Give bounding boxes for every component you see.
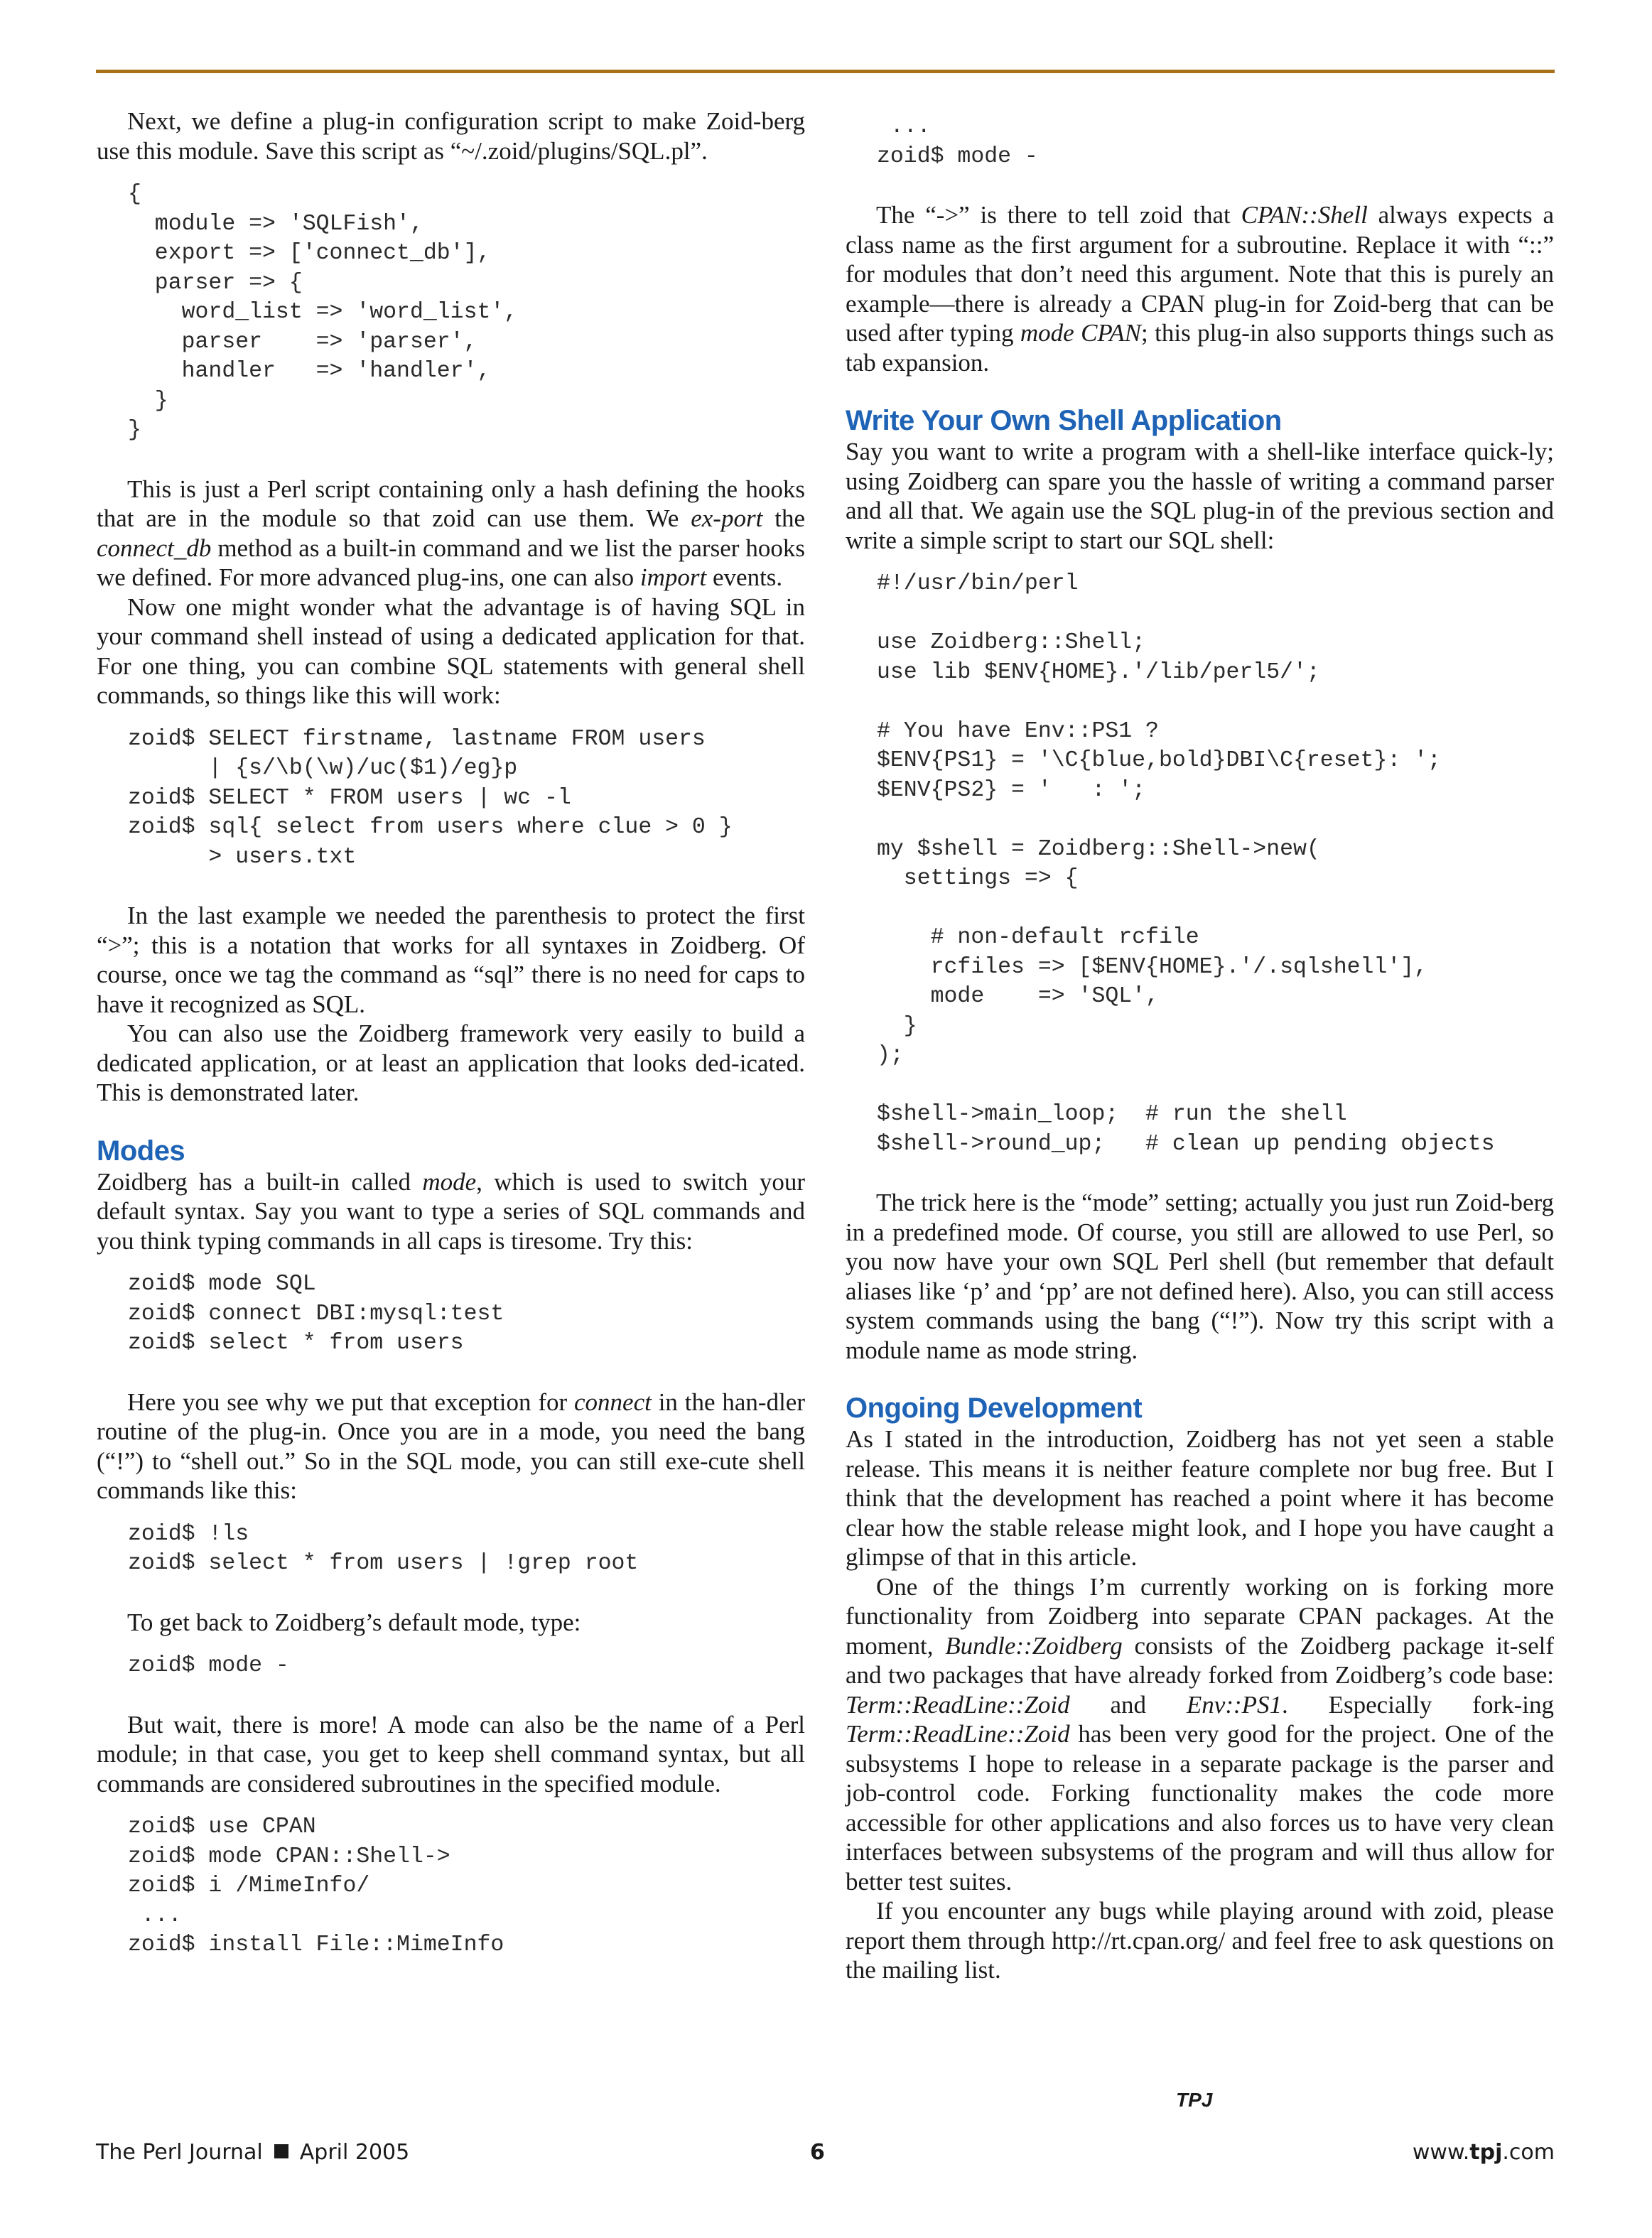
code-block: zoid$ mode SQL zoid$ connect DBI:mysql:test zoid$ select * from users xyxy=(128,1272,504,1356)
section-heading-modes: Modes xyxy=(97,1135,185,1167)
paragraph: In the last example we needed the parenthesis to protect the first “>”; this is a notation that works for all syntaxes in Zoidberg. Of course, once we tag the command as “sql” there is no need for caps to have it recognized as SQL. xyxy=(97,902,805,1018)
paragraph: Say you want to write a program with a shell-like interface quick-ly; using Zoidberg can spare you the hassle of writing a command parser and all that. We again use the SQL plug-in of the previous section and write a simple script to start our SQL shell: xyxy=(846,438,1554,554)
footer-journal xyxy=(96,2140,409,2165)
code-block: zoid$ use CPAN zoid$ mode CPAN::Shell-> zoid$ i /MimeInfo/ ... zoid$ install File::MimeInfo xyxy=(128,1815,504,1957)
paragraph: Here you see why we put that exception for connect in the han-dler routine of the plug-in. Once you are in a mode, you need the bang (“!”) to “shell out.” So in the SQL mode, you can still exe-cute shell commands like this: xyxy=(97,1388,805,1504)
code-block: #!/usr/bin/perl use Zoidberg::Shell; use lib $ENV{HOME}.'/lib/perl5/'; # You have Env::PS1 ? $ENV{PS1} = '\C{blue,bold}DBI\C{reset}: '; $ENV{PS2} = ' : '; my $shell = Zoidberg::Shell->new( settings => { # non-default rcfile rcfiles => [$ENV{HOME}.'/.sqlshell'], mode => 'SQL', } ); $shell->main_loop; # run the shell $shell->round_up; # clean up pending objects xyxy=(877,571,1495,1157)
paragraph: Next, we define a plug-in configuration script to make Zoid-berg use this module. Save this script as “~/.zoid/plugins/SQL.pl”. xyxy=(97,107,805,165)
journal-name: The Perl Journal xyxy=(96,2140,263,2165)
code-block: zoid$ !ls zoid$ select * from users | !grep root xyxy=(128,1521,639,1576)
section-heading-ongoing: Ongoing Development xyxy=(846,1393,1143,1424)
paragraph: To get back to Zoidberg’s default mode, type: xyxy=(127,1608,581,1636)
paragraph: If you encounter any bugs while playing around with zoid, please report them through http://rt.cpan.org/ and feel free to ask questions on the mailing list. xyxy=(846,1897,1554,1984)
page-number: 6 xyxy=(810,2140,825,2165)
code-block: { module => 'SQLFish', export => ['connect_db'], parser => { word_list => 'word_list', parser => 'parser', handler => 'handler', } } xyxy=(128,182,518,443)
code-block: zoid$ mode - xyxy=(128,1653,289,1678)
code-block: ... zoid$ mode - xyxy=(877,114,1038,169)
code-block: zoid$ SELECT firstname, lastname FROM users | {s/\b(\w)/uc($1)/eg}p zoid$ SELECT * FROM users | wc -l zoid$ sql{ select from users where clue > 0 } > users.txt xyxy=(128,726,733,870)
footer-url: www.tpj.com xyxy=(1412,2140,1555,2165)
section-heading-write-shell: Write Your Own Shell Application xyxy=(846,405,1282,436)
top-rule xyxy=(96,70,1555,73)
page-footer xyxy=(96,2140,1555,2168)
paragraph: You can also use the Zoidberg framework very easily to build a dedicated application, or at least an application that looks ded-icated. This is demonstrated later. xyxy=(97,1020,805,1106)
paragraph: The “->” is there to tell zoid that CPAN::Shell always expects a class name as the first argument for a subroutine. Replace it with “::” for modules that don’t need this argument. Note that this is purely an example—there is already a CPAN plug-in for Zoid-berg that can be used after typing mode CPAN; this plug-in also supports things such as tab expansion. xyxy=(846,201,1554,377)
left-column xyxy=(97,107,805,1960)
paragraph: As I stated in the introduction, Zoidberg has not yet seen a stable release. This means it is neither feature complete nor bug free. But I think that the development has reached a point where it has become clear how the stable release might look, and I hope you have caught a glimpse of that in this article. xyxy=(846,1425,1554,1571)
paragraph: But wait, there is more! A mode can also be the name of a Perl module; in that case, you get to keep shell command syntax, but all commands are considered subroutines in the specified module. xyxy=(97,1710,805,1798)
right-column xyxy=(846,112,1554,1985)
paragraph: This is just a Perl script containing only a hash defining the hooks that are in the module so that zoid can use them. We ex-port the connect_db method as a built-in command and we list the parser hooks we defined. For more advanced plug-ins, one can also import events. xyxy=(97,475,805,591)
paragraph: One of the things I’m currently working on is forking more functionality from Zoidberg into separate CPAN packages. At the moment, Bundle::Zoidberg consists of the Zoidberg package it-self and two packages that have already forked from Zoidberg’s code base: Term::ReadLine::Zoid and Env::PS1. Especially fork-ing Term::ReadLine::Zoid has been very good for the project. One of the subsystems I hope to release in a separate package is the parser and job-control code. Forking functionality makes the code more accessible for other applications and also forces us to have very clean interfaces between subsystems of the program and will thus allow for better test suites. xyxy=(846,1572,1554,1896)
paragraph: Now one might wonder what the advantage is of having SQL in your command shell instead of using a dedicated application for that. For one thing, you can combine SQL statements with general shell commands, so things like this will work: xyxy=(97,593,805,709)
paragraph: The trick here is the “mode” setting; actually you just run Zoid-berg in a predefined mode. Of course, you still are allowed to use Perl, so you now have your own SQL Perl shell (but remember that default aliases like ‘p’ and ‘pp’ are not defined here). Also, you can still access system commands using the bang (“!”). Now try this script with a module name as mode string. xyxy=(846,1189,1554,1364)
end-mark-tpj: TPJ xyxy=(1176,2089,1213,2111)
square-separator-icon xyxy=(274,2144,288,2158)
paragraph: Zoidberg has a built-in called mode, which is used to switch your default syntax. Say you want to type a series of SQL commands and you think typing commands in all caps is tiresome. Try this: xyxy=(97,1167,805,1255)
issue-date: April 2005 xyxy=(299,2140,410,2165)
